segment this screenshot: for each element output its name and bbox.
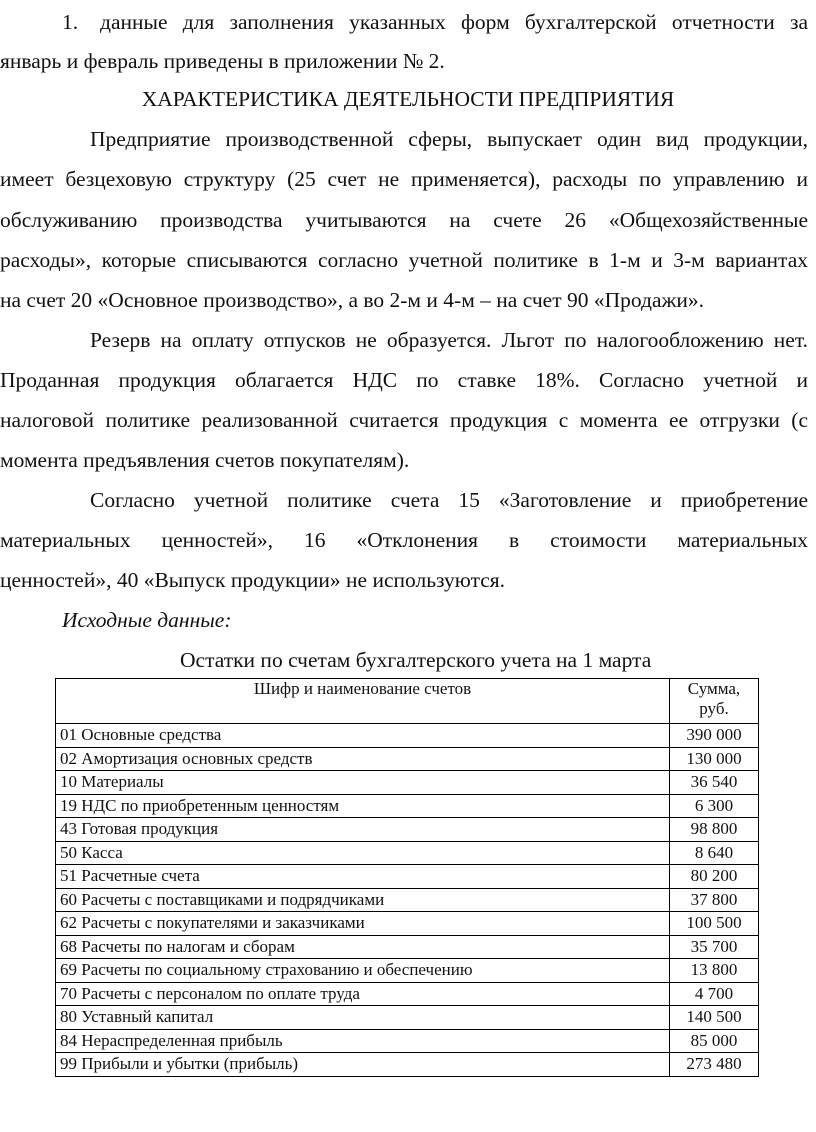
account-name-cell: 02 Амортизация основных средств [56, 747, 670, 771]
table-title: Остатки по счетам бухгалтерского учета на 1 марта [180, 648, 652, 672]
amount-cell: 80 200 [670, 865, 759, 889]
table-row [56, 865, 759, 889]
account-name-cell: 99 Прибыли и убытки (прибыль) [56, 1053, 670, 1077]
account-name-cell: 70 Расчеты с персоналом по оплате труда [56, 982, 670, 1006]
account-name-cell: 51 Расчетные счета [56, 865, 670, 889]
amount-cell: 98 800 [670, 818, 759, 842]
para2-line1: Резерв на оплату отпусков не образуется. Льгот по налогообложению нет. [90, 328, 808, 352]
table-row [56, 771, 759, 795]
amount-cell: 35 700 [670, 935, 759, 959]
para2-line2: Проданная продукция облагается НДС по ставке 18%. Согласно учетной и [0, 368, 808, 392]
account-name-cell: 84 Нераспределенная прибыль [56, 1029, 670, 1053]
initial-data-label: Исходные данные: [62, 608, 232, 632]
amount-cell: 85 000 [670, 1029, 759, 1053]
account-name-cell: 43 Готовая продукция [56, 818, 670, 842]
para1-line4: расходы», которые списываются согласно учетной политике в 1-м и 3-м вариантах [0, 248, 808, 272]
table-row [56, 959, 759, 983]
para1-line3: обслуживанию производства учитываются на счете 26 «Общехозяйственные [0, 208, 808, 232]
amount-cell: 6 300 [670, 794, 759, 818]
para2-line3: налоговой политике реализованной считается продукция с момента ее отгрузки (с [0, 408, 808, 432]
table-row [56, 982, 759, 1006]
table-row [56, 1053, 759, 1077]
account-name-cell: 69 Расчеты по социальному страхованию и обеспечению [56, 959, 670, 983]
table-row [56, 818, 759, 842]
amount-cell: 273 480 [670, 1053, 759, 1077]
header-account-name: Шифр и наименование счетов [56, 679, 670, 724]
para3-line3: ценностей», 40 «Выпуск продукции» не используются. [0, 568, 506, 592]
account-name-cell: 80 Уставный капитал [56, 1006, 670, 1030]
account-name-cell: 62 Расчеты с покупателями и заказчиками [56, 912, 670, 936]
amount-cell: 37 800 [670, 888, 759, 912]
item1-number: 1. [62, 10, 79, 34]
para3-line1: Согласно учетной политике счета 15 «Заготовление и приобретение [90, 488, 808, 512]
amount-cell: 4 700 [670, 982, 759, 1006]
table-row [56, 841, 759, 865]
table-row [56, 794, 759, 818]
amount-cell: 100 500 [670, 912, 759, 936]
table-row [56, 747, 759, 771]
header-amount: Сумма, руб. [670, 679, 759, 724]
para2-line4: момента предъявления счетов покупателям). [0, 448, 410, 472]
table-row [56, 912, 759, 936]
account-name-cell: 10 Материалы [56, 771, 670, 795]
table-row [56, 1006, 759, 1030]
para1-line5: на счет 20 «Основное производство», а во 2-м и 4-м – на счет 90 «Продажи». [0, 288, 704, 312]
document-page: 1. данные для заполнения указанных форм бухгалтерской отчетности за январь и февраль приведены в приложении № 2. ХАРАКТЕРИСТИКА ДЕЯТЕЛЬНОСТИ ПРЕДПРИЯТИЯ Предприятие производственной сферы, выпускает один вид продукции, имеет безцеховую структуру (25 счет не применяется), расходы по управлению и обслуживанию производства учитываются на счете 26 «Общехозяйственные расходы», которые списываются согласно учетной политике в 1-м и 3-м вариантах на счет 20 «Основное производство», а во 2-м и 4-м – на счет 90 «Продажи». Резерв на оплату отпусков не образуется. Льгот по налогообложению нет. Проданная продукция облагается НДС по ставке 18%. Согласно учетной и налоговой политике реализованной считается продукция с момента ее отгрузки (с момента предъявления счетов покупателям). Согласно учетной политике счета 15 «Заготовление и приобретение материальных ценностей», 16 «Отклонения в стоимости материальных ценностей», 40 «Выпуск продукции» не используются. Исходные данные: Остатки по счетам бухгалтерского учета на 1 марта Шифр и наименование счетов Сумма, руб. 01 Основные средства 390 000 02 Амортизация основных средств 130 000 10 Материалы 36 540 19 НДС по приобретенным ценностям 6 300 43 Готовая продукция 98 800 50 Касса 8 640 51 Расчетные счета 80 200 60 Расчеты с поставщиками и подрядчиками 37 800 62 Расчеты с покупателями и заказчиками 100 500 68 Расчеты по налогам и сборам 35 700 69 Расчеты по социальному страхованию и обеспечению 13 800 70 Расчеты с персоналом по оплате труда 4 700 80 Уставный капитал 140 500 84 Нераспределенная прибыль 85 000 99 Прибыли и убытки (прибыль) 273 480 [0, 0, 816, 1132]
account-name-cell: 19 НДС по приобретенным ценностям [56, 794, 670, 818]
table-row [56, 935, 759, 959]
account-name-cell: 01 Основные средства [56, 724, 670, 748]
amount-cell: 8 640 [670, 841, 759, 865]
table-body [56, 724, 759, 1077]
balances-table [55, 678, 759, 1077]
section-heading: ХАРАКТЕРИСТИКА ДЕЯТЕЛЬНОСТИ ПРЕДПРИЯТИЯ [141, 87, 675, 111]
account-name-cell: 60 Расчеты с поставщиками и подрядчиками [56, 888, 670, 912]
table-header-row [56, 679, 759, 724]
account-name-cell: 50 Касса [56, 841, 670, 865]
account-name-cell: 68 Расчеты по налогам и сборам [56, 935, 670, 959]
item1-text-line1: данные для заполнения указанных форм бухгалтерской отчетности за [100, 10, 808, 34]
para1-line1: Предприятие производственной сферы, выпускает один вид продукции, [90, 127, 808, 151]
table-row [56, 1029, 759, 1053]
amount-cell: 130 000 [670, 747, 759, 771]
amount-cell: 13 800 [670, 959, 759, 983]
amount-cell: 390 000 [670, 724, 759, 748]
para1-line2: имеет безцеховую структуру (25 счет не применяется), расходы по управлению и [0, 167, 808, 191]
para3-line2: материальных ценностей», 16 «Отклонения в стоимости материальных [0, 528, 808, 552]
table-row [56, 724, 759, 748]
amount-cell: 36 540 [670, 771, 759, 795]
table-row [56, 888, 759, 912]
amount-cell: 140 500 [670, 1006, 759, 1030]
